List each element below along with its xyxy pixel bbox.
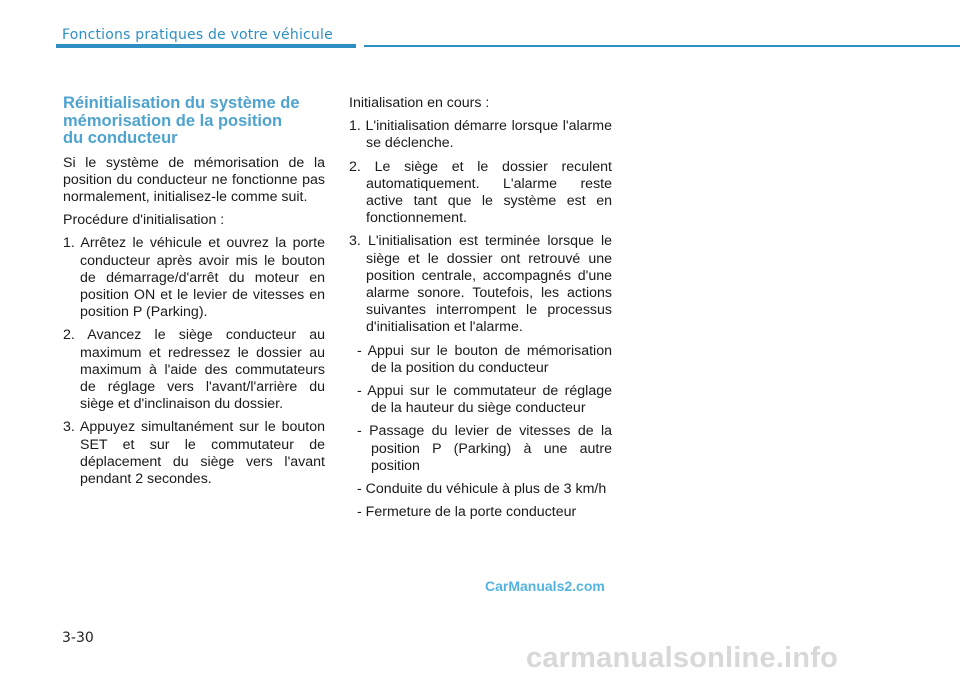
initialisation-step — [349, 233, 612, 336]
watermark-large: carmanualsonline.info — [526, 642, 838, 674]
interruption-item: - Appui sur le bouton de mémorisation de la position du conducteur — [357, 342, 612, 376]
interruption-list — [349, 343, 612, 522]
step-text: Le siège et le dossier reculent automatiquement. L'alarme reste active tant que le système est en fonctionnement. — [366, 158, 612, 227]
interruption-text: Conduite du véhicule à plus de 3 km/h — [365, 481, 607, 498]
procedure-step — [63, 327, 325, 413]
initialisation-step — [349, 159, 612, 228]
interruption-text: Appui sur le bouton de mémorisation de la position du conducteur — [367, 342, 612, 376]
interruption-item: - Fermeture de la porte conducteur — [357, 504, 577, 521]
step-text: Avancez le siège conducteur au maximum et redressez le dossier au maximum à l'aide des commutateurs de réglage vers l'avant/l'arrière du siège et d'inclinaison du dossier. — [80, 327, 325, 413]
initialisation-steps — [349, 118, 612, 336]
step-number: 1. — [63, 235, 75, 252]
step-number: 1. — [349, 118, 361, 135]
watermark-small: CarManuals2.com — [485, 578, 605, 594]
interruption-item: - Appui sur le commutateur de réglage de la hauteur du siège conducteur — [357, 383, 612, 417]
section-title-line: mémorisation de la position — [63, 111, 283, 130]
initialisation-label: Initialisation en cours : — [349, 95, 490, 111]
interruption-item: - Conduite du véhicule à plus de 3 km/h — [357, 481, 607, 498]
step-number: 2. — [63, 327, 75, 344]
interruption-text: Appui sur le commutateur de réglage de la hauteur du siège conducteur — [367, 383, 612, 417]
step-text: Arrêtez le véhicule et ouvrez la porte conducteur après avoir mis le bouton de démarrage/d'arrêt du moteur en position ON et le levier de vitesses en position P (Parking). — [80, 235, 325, 321]
step-text: Appuyez simultanément sur le bouton SET et sur le commutateur de déplacement du siège vers l'avant pendant 2 secondes. — [79, 419, 325, 487]
middle-column — [349, 95, 612, 521]
initialisation-step — [349, 118, 612, 152]
step-text: L'initialisation est terminée lorsque le siège et le dossier ont retrouvé une position centrale, accompagnés d'une alarme sonore. Toutefois, les actions suivantes interrompent le processus d'initialisation et l'alarme. — [366, 233, 612, 336]
section-title-line: du conducteur — [63, 129, 178, 147]
header-rule-thin — [364, 45, 960, 47]
interruption-item: - Passage du levier de vitesses de la position P (Parking) à une autre position — [357, 423, 612, 474]
section-title-line: Réinitialisation du système de — [63, 94, 300, 112]
step-number: 3. — [349, 233, 361, 250]
procedure-steps — [63, 235, 325, 488]
step-number: 3. — [63, 419, 75, 436]
section-title — [63, 95, 325, 148]
intro-paragraph: Si le système de mémorisation de la position du conducteur ne fonctionne pas normalement, initialisez-le comme suit. — [63, 154, 325, 205]
step-number: 2. — [349, 158, 361, 175]
header-rule-thick — [56, 44, 356, 48]
procedure-step — [63, 235, 325, 321]
page-number: 3-30 — [62, 630, 94, 646]
left-column — [63, 95, 325, 494]
procedure-label: Procédure d'initialisation : — [63, 212, 225, 229]
interruption-text: Fermeture de la porte conducteur — [365, 504, 577, 521]
interruption-text: Passage du levier de vitesses de la position P (Parking) à une autre position — [369, 423, 612, 474]
procedure-step — [63, 419, 325, 488]
step-text: L'initialisation démarre lorsque l'alarme se déclenche. — [365, 118, 612, 152]
section-header-title: Fonctions pratiques de votre véhicule — [62, 27, 333, 43]
